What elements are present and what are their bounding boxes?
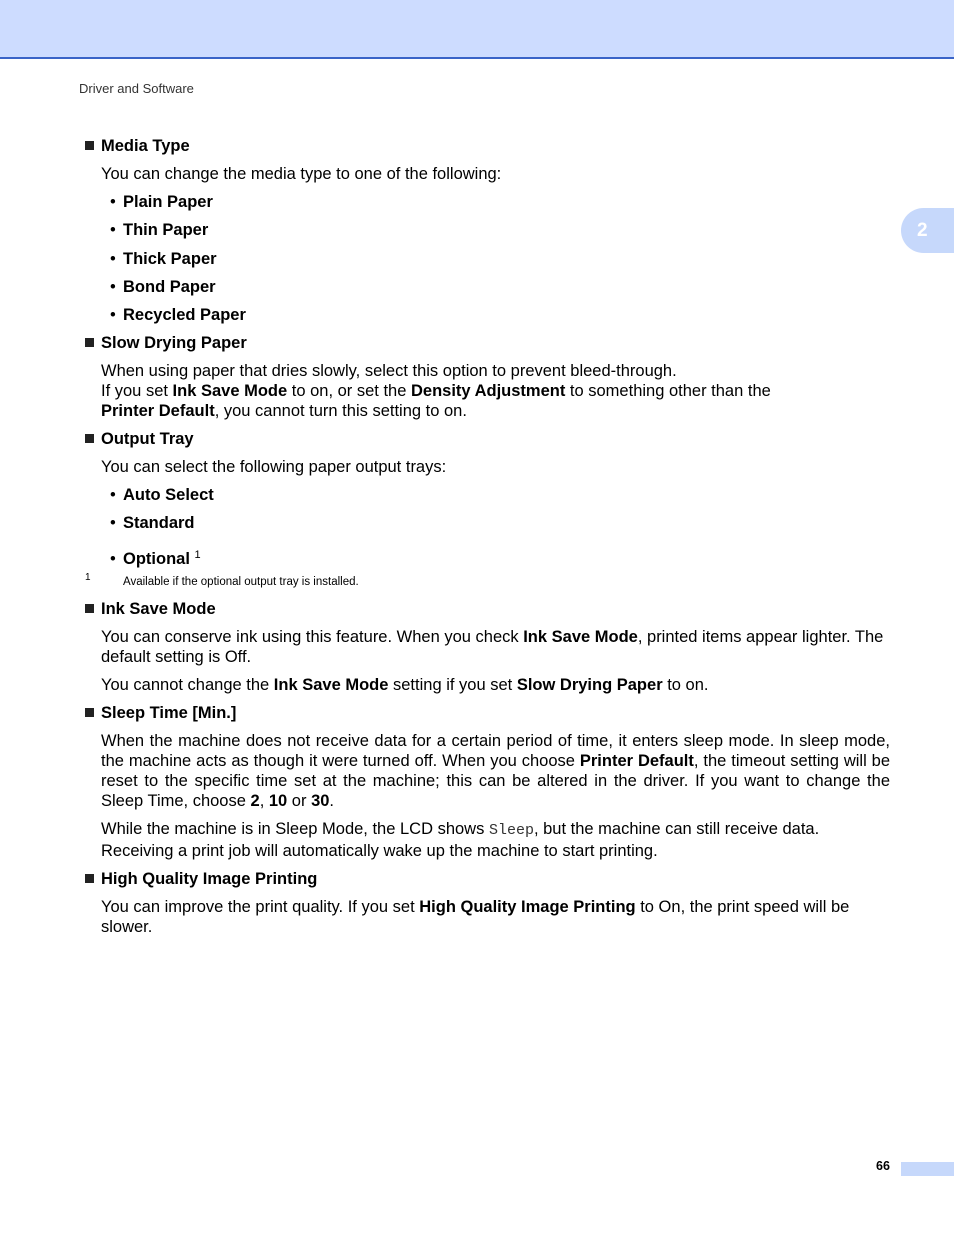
square-bullet-icon [85,604,94,613]
section-hq-printing [85,869,890,937]
section-heading: High Quality Image Printing [85,869,890,889]
section-heading: Media Type [85,136,890,156]
footnote-number: 1 [85,572,91,584]
list-item: • Bond Paper [110,277,216,296]
section-intro: You can select the following paper output trays: [101,458,447,477]
header-band [0,0,954,59]
section-heading: Output Tray [85,429,890,449]
list-item: • Standard [110,514,195,533]
bullet-icon: • [110,486,116,505]
section-heading: Ink Save Mode [85,599,890,619]
output-tray-options [110,485,890,569]
running-head: Driver and Software [79,81,194,96]
footnote-mark: 1 [194,549,201,562]
bullet-icon: • [110,193,116,211]
bullet-icon: • [110,514,116,533]
section-output-tray [85,429,890,589]
list-item: • Plain Paper [110,193,213,211]
list-item: • Optional $^1$ [110,549,201,569]
lcd-text: Sleep [488,822,534,840]
bullet-icon: • [110,221,116,240]
section-slow-drying [85,333,890,421]
section-media-type [85,136,890,325]
paragraph: You can conserve ink using this feature. When you check Ink Save Mode, printed items appear lighter. The default setting is Off. [101,628,884,667]
paragraph: When the machine does not receive data for a certain period of time, it enters sleep mode. In sleep mode, the machine acts as though it were turned off. When you choose Printer Default, the timeout setting will be reset to the specific time set at the machine; this can be altered in the driver. If you want to change the Sleep Time, choose 2, 10 or 30. [101,732,891,811]
paragraph: While the machine is in Sleep Mode, the LCD shows Sleep, but the machine can still receive data. Receiving a print job will automatically wake up the machine to start printing. [101,820,820,861]
square-bullet-icon [85,874,94,883]
section-heading: Slow Drying Paper [85,333,890,353]
list-item: • Auto Select [110,486,214,505]
page-number-bar [901,1162,954,1176]
page-number: 66 [876,1159,890,1173]
bullet-icon: • [110,277,116,296]
chapter-tab: 2 [901,208,954,253]
square-bullet-icon [85,141,94,150]
section-sleep-time [85,703,890,861]
square-bullet-icon [85,338,94,347]
list-item: • Thick Paper [110,249,217,268]
section-intro: You can change the media type to one of the following: [101,165,502,183]
square-bullet-icon [85,434,94,443]
media-type-options [110,192,890,325]
paragraph: You cannot change the Ink Save Mode setting if you set Slow Drying Paper to on. [101,676,709,695]
list-item: • Thin Paper [110,221,209,240]
bullet-icon: • [110,249,116,268]
bullet-icon: • [110,550,116,569]
footnote [85,572,890,589]
footnote-text: Available if the optional output tray is installed. [123,576,359,589]
section-ink-save [85,599,890,695]
list-item: • Recycled Paper [110,306,246,325]
paragraph: You can improve the print quality. If you set High Quality Image Printing to On, the print speed will be slower. [101,898,850,937]
bullet-icon: • [110,306,116,325]
square-bullet-icon [85,708,94,717]
section-heading: Sleep Time [Min.] [85,703,890,723]
paragraph: When using paper that dries slowly, select this option to prevent bleed-through. If you set Ink Save Mode to on, or set the Density Adjustment to something other than the Printer Default, you cannot turn this setting to on. [101,362,771,421]
page-content [85,136,890,937]
